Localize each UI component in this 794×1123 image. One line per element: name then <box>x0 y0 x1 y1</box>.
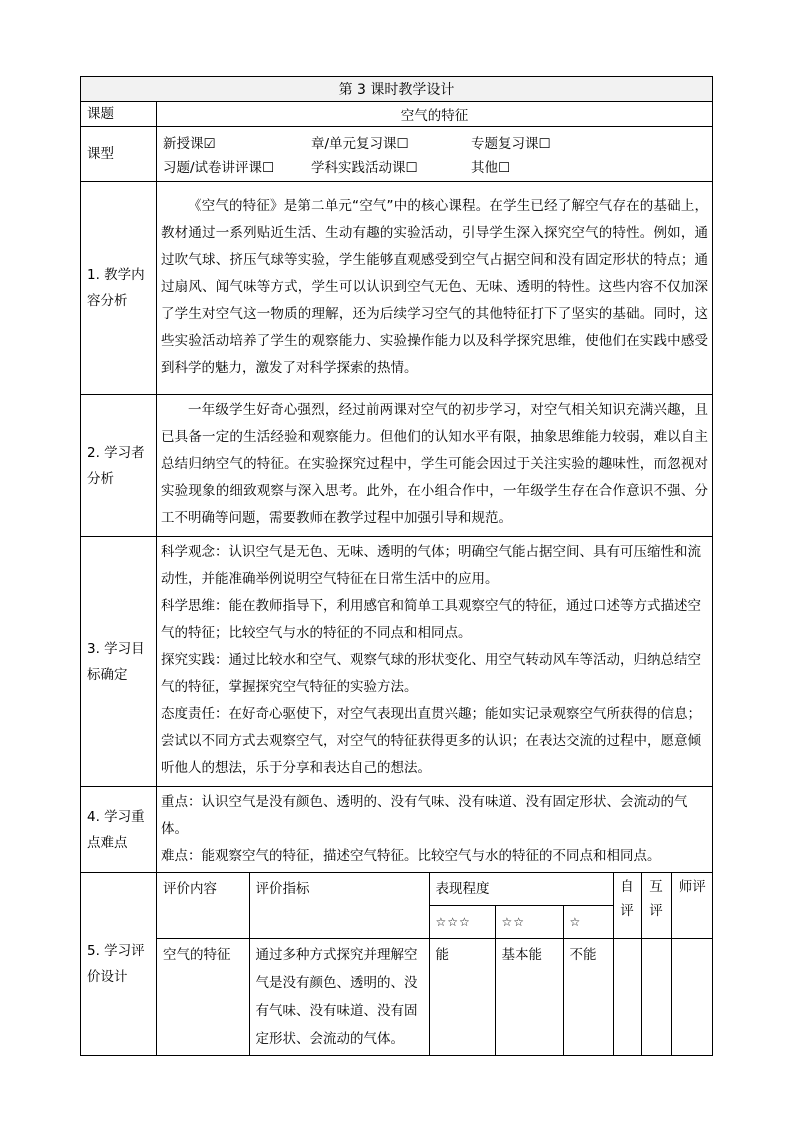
goal-science-concept: 科学观念：认识空气是无色、无味、透明的气体；明确空气能占据空间、具有可压缩性和流动性，并能准确举例说明空气特征在日常生活中的应用。 <box>161 544 701 587</box>
header-performance: 表现程度 <box>429 873 613 906</box>
level-two-stars: ☆☆ <box>495 906 563 939</box>
header-content: 评价内容 <box>157 873 249 939</box>
learner-analysis-text: 一年级学生好奇心强烈，经过前两课对空气的初步学习，对空气相关知识充满兴趣，且已具备一定的生活经验和观察能力。但他们的认知水平有限，抽象思维能力较弱，难以自主总结归纳空气的特征。在实验探究过程中，学生可能会因过于关注实验的趣味性，而忽视对实验现象的细致观察与深入思考。此外，在小组合作中，一年级学生存在合作意识不强、分工不明确等问题，需要教师在教学过程中加强引导和规范。 <box>157 395 713 537</box>
learning-goals-label: 3. 学习目标确定 <box>81 537 157 787</box>
lesson-type-options <box>157 127 713 182</box>
level-one-star: ☆ <box>563 906 613 939</box>
document-title: 第 3 课时教学设计 <box>81 77 713 102</box>
type-special-review: 专题复习课☐ <box>471 136 551 152</box>
learner-analysis-row <box>81 395 713 537</box>
type-unit-review: 章/单元复习课☐ <box>311 136 409 152</box>
row-level-1: 不能 <box>563 939 613 1056</box>
level-three-stars: ☆☆☆ <box>429 906 495 939</box>
goal-attitude-responsibility: 态度责任：在好奇心驱使下，对空气表现出直贯兴趣；能如实记录观察空气所获得的信息；尝试以不同方式去观察空气，对空气的特征获得更多的认识；在表达交流的过程中，愿意倾听他人的想法，乐于分享和表达自己的想法。 <box>161 706 701 776</box>
row-teacher-eval <box>671 939 713 1056</box>
key-points-row <box>81 787 713 873</box>
key-point-text: 重点：认识空气是没有颜色、透明的、没有气味、没有味道、没有固定形状、会流动的气体。 <box>161 794 688 837</box>
key-points-content <box>157 787 713 873</box>
row-level-3: 能 <box>429 939 495 1056</box>
type-other: 其他☐ <box>471 160 511 176</box>
type-exercise-review: 习题/试卷讲评课☐ <box>163 160 275 176</box>
learner-analysis-label: 2. 学习者分析 <box>81 395 157 537</box>
evaluation-table <box>157 873 713 1055</box>
row-content: 空气的特征 <box>157 939 249 1056</box>
lesson-type-row <box>81 127 713 182</box>
row-indicator: 通过多种方式探究并理解空气是没有颜色、透明的、没有气味、没有味道、没有固定形状、会流动的气体。 <box>249 939 429 1056</box>
content-analysis-text: 《空气的特征》是第二单元“空气”中的核心课程。在学生已经了解空气存在的基础上，教材通过一系列贴近生活、生动有趣的实验活动，引导学生深入探究空气的特性。例如，通过吹气球、挤压气球等实验，学生能够直观感受到空气占据空间和没有固定形状的特点；通过扇风、闻气味等方式，学生可以认识到空气无色、无味、透明的特性。这些内容不仅加深了学生对空气这一物质的理解，还为后续学习空气的其他特征打下了坚实的基础。同时，这些实验活动培养了学生的观察能力、实验操作能力以及科学探究思维，使他们在实践中感受到科学的魅力，激发了对科学探索的热情。 <box>157 182 713 395</box>
topic-label: 课题 <box>81 102 157 127</box>
goal-inquiry-practice: 探究实践：通过比较水和空气、观察气球的形状变化、用空气转动风车等活动，归纳总结空气的特征，掌握探究空气特征的实验方法。 <box>161 652 701 695</box>
evaluation-label: 5. 学习评价设计 <box>81 873 157 1056</box>
header-indicator: 评价指标 <box>249 873 429 939</box>
lesson-type-label: 课型 <box>81 127 157 182</box>
evaluation-row <box>81 873 713 1056</box>
lesson-design-document <box>80 76 712 1056</box>
evaluation-cell <box>157 873 713 1056</box>
row-level-2: 基本能 <box>495 939 563 1056</box>
type-new-lesson: 新授课☑ <box>163 136 216 152</box>
header-teacher-eval: 师评 <box>671 873 713 939</box>
header-peer-eval: 互评 <box>641 873 671 939</box>
title-row <box>81 77 713 102</box>
row-peer-eval <box>641 939 671 1056</box>
type-practice-activity: 学科实践活动课☐ <box>311 160 418 176</box>
header-self-eval: 自评 <box>613 873 641 939</box>
row-self-eval <box>613 939 641 1056</box>
key-points-label: 4. 学习重点难点 <box>81 787 157 873</box>
learning-goals-row <box>81 537 713 787</box>
learning-goals-list <box>157 537 713 787</box>
lesson-design-table <box>80 76 713 1056</box>
content-analysis-label: 1. 教学内容分析 <box>81 182 157 395</box>
goal-science-thinking: 科学思维：能在教师指导下，利用感官和简单工具观察空气的特征，通过口述等方式描述空气的特征；比较空气与水的特征的不同点和相同点。 <box>161 598 701 641</box>
evaluation-data-row <box>157 939 713 1056</box>
evaluation-header-row <box>157 873 713 906</box>
topic-row <box>81 102 713 127</box>
content-analysis-row <box>81 182 713 395</box>
difficult-point-text: 难点：能观察空气的特征，描述空气特征。比较空气与水的特征的不同点和相同点。 <box>161 848 661 864</box>
topic-value: 空气的特征 <box>157 102 713 127</box>
